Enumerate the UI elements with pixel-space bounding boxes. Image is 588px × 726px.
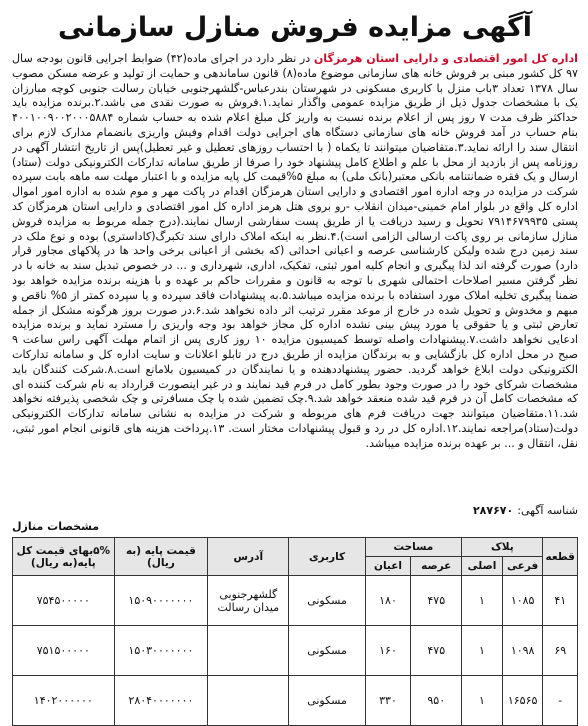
header-asli: اصلی xyxy=(462,557,503,576)
cell-asli: ۱ xyxy=(462,626,503,676)
header-base-price: قیمت پایه (به ریال) xyxy=(114,538,207,576)
notice-meta xyxy=(12,502,578,518)
cell-address xyxy=(208,626,289,676)
houses-table xyxy=(12,537,578,726)
notice-id-label: شناسه آگهی: xyxy=(517,503,578,517)
body-intro: در نظر دارد در اجرای ماده(۴۲) ضوابط اجرایی قانون بودجه سال ۹۷ کل کشور مبنی بر فروش خانه های سازمانی موضوع ماده(۸) قانون ساماندهی و حمایت از تولید و عرضه مسکن مصوب سال ۱۳۷۸ تعداد ۳باب منزل با کاربری مسکونی در شهرستان بندرعباس-گلشهرجنوبی خیابان رسالت جنوبی کوچه مبارزان یک با مشخصات جدول ذیل از طریق مزایده عمومی واگذار نماید. xyxy=(12,52,578,110)
cell-arse: ۹۵۰ xyxy=(411,676,462,726)
cell-deposit: ۷۵۱۵۰۰۰۰۰ xyxy=(13,626,115,676)
cell-deposit: ۱۴۰۲۰۰۰۰۰۰ xyxy=(13,676,115,726)
notice-id-number: ۲۸۷۶۷۰ xyxy=(472,503,514,517)
body-clause-9: ۹.چک تضمین شده یا چک مسافرتی و چک شخصی پذیرفته نخواهد شد. xyxy=(12,392,578,421)
body-clause-8: ۸.شرکت کنندگان باید مشخصات شرکای خود را در صورت وجود بطور کامل در فرم قید نمایند و در غیر اینصورت قرارداد به نام شرکت کننده ای که مشخصات کامل آن در فرم قید شده منعقد خواهد شد. xyxy=(12,362,578,406)
table-header-row xyxy=(13,538,578,557)
spec-title: مشخصات منازل xyxy=(12,520,100,533)
cell-farei: ۱۰۹۸ xyxy=(502,626,543,676)
issuer-name: اداره کل امور اقتصادی و دارایی استان هرمزگان xyxy=(313,52,578,65)
cell-base-price: ۲۸۰۴۰۰۰۰۰۰۰ xyxy=(114,676,207,726)
notice-title: آگهی مزایده فروش منازل سازمانی xyxy=(57,12,533,43)
body-clause-7: ۷.پیشنهادات واصله توسط کمیسیون مزایده ۱۰ روز کاری پس از اتمام مهلت آگهی راس ساعت ۹ صبح در محل اداره کل بازگشایی و به برندگان مزایده از طریق درج در تابلو اعلانات و سایت اداره کل و سامانه تدارکات الکترونیکی دولت ابلاغ خواهد گردید. حضور پیشنهاددهنده و یا نمایندگان در کمیسیون بلامانع است. xyxy=(12,333,578,376)
body-clause-5-6: ۵.به پیشنهادات فاقد سپرده و یا سپرده کمتر از ۵% ناقص و مبهم و مخدوش و تحویل شده در خارج از موعد مقرر ترتیب اثر داده نخواهد شد.۶.در صورت بروز هرگونه مشکل از جمله تعارض ثبتی و یا حقوقی یا مورد پیش بینی نشده اداره کل مجاز خواهد بود وجه واریزی را مسترد نماید و برنده مزایده ادعایی نخواهد داشت. xyxy=(12,288,578,347)
header-farei: فرعی xyxy=(502,557,543,576)
body-clause-1-2: ۱.فروش به صورت نقدی می باشد.۲.برنده مزایده باید حداکثر ظرف مدت ۷ روز پس از اعلام برنده نسبت به واریز کل مبلغ اعلام شده به حساب شماره ۴۰۰۱۰۰۹۰۰۲۰۰۰۵۸۸۴ بنام حساب در آمد فروش خانه های سازمانی دستگاه های اجرایی دولت اقدام وفیش واریزی بانضمام مدارک لازم برای انتقال سند را ارائه نماید. xyxy=(12,96,578,154)
cell-deposit: ۷۵۴۵۰۰۰۰۰ xyxy=(13,576,115,626)
cell-parcel: ۶۹ xyxy=(543,626,578,676)
table-row xyxy=(13,626,578,676)
header-masahat: مساحت xyxy=(365,538,462,557)
cell-ayan: ۳۳۰ xyxy=(365,676,411,726)
cell-arse: ۴۷۵ xyxy=(411,576,462,626)
cell-ayan: ۱۸۰ xyxy=(365,576,411,626)
cell-address xyxy=(208,676,289,726)
body-clause-4: ۴.نظر به اینکه املاک دارای سند تکبرگ(کاداستری) بوده و نوع ملک در سند زمین درج شده ولیکن کارشناسی عرصه و اعیانی احداثی (که بخشی از اعیانی برخی واحد ها در پلاکهای مجاور قرار دارد) صورت گرفته اند لذا پیگیری و انجام کلیه امور ثبتی، تفکیک، اداری، شهرداری و ... در خصوص تبدیل سند به خانه با در نظر گرفتن مسیر اصلاحات احتمالی شهری با توجه به قانون و مقررات حاکم بر عهده و با هزینه برنده مزایده خواهد بود ضمنا پیگیری تخلیه املاک مورد استفاده با برنده مزایده میباشد. xyxy=(12,229,578,302)
cell-parcel: ۴۱ xyxy=(543,576,578,626)
cell-karbari: مسکونی xyxy=(289,676,365,726)
table-row xyxy=(13,676,578,726)
body-clause-11: ۱۱.متقاضیان میتوانند جهت دریافت فرم های مربوطه و شرکت در مزایده به نشانی سامانه تدارکات الکترونیکی دولت(ستاد)مراجعه نمایند. xyxy=(12,407,578,435)
cell-asli: ۱ xyxy=(462,676,503,726)
cell-base-price: ۱۵۰۳۰۰۰۰۰۰۰ xyxy=(114,626,207,676)
notice-id xyxy=(473,504,578,517)
cell-farei: ۱۰۸۵ xyxy=(502,576,543,626)
cell-parcel: - xyxy=(543,676,578,726)
table-row xyxy=(13,576,578,626)
cell-farei: ۱۶۵۶۵ xyxy=(502,676,543,726)
header-deposit: ۵%بهای قیمت کل پایه(به ریال) xyxy=(13,538,115,576)
header-karbari: کاربری xyxy=(289,538,365,576)
cell-karbari: مسکونی xyxy=(289,626,365,676)
cell-karbari: مسکونی xyxy=(289,576,365,626)
header-ayan: اعیان xyxy=(365,557,411,576)
cell-arse: ۴۷۵ xyxy=(411,626,462,676)
notice-body xyxy=(12,52,578,500)
body-clause-3: ۳.متقاضیان میتوانند تا یکماه ( با احتساب روزهای تعطیل و غیر تعطیل)پس از تاریخ انتشار آگهی در روزنامه پس از بازدید از محل با علم و اطلاع کامل پیشنهاد خود را صرفا از طریق سامانه تدارکات الکترونیکی دولت (ستاد) ارسال و یک فقره ضمانتنامه بانکی معتبر(بانک ملی) به مبلغ ۵%قیمت کل پایه مزایده و با اعتبار مهلت سه ماهه بابت سپرده شرکت در مزایده در وجه اداره امور اقتصادی و دارایی استان هرمزگان اقدام در پاکت مهر و موم شده به اداره امور اموال اداره کل واقع در بلوار امام خمینی-میدان انقلاب -رو بروی هتل هرمز اداره کل امور اقتصادی و دارایی استان هرمزگان کد پستی ۷۹۱۴۶۷۹۹۳۵ تحویل و رسید دریافت یا از طریق پست سفارشی ارسال نمایند.(درج جمله مربوط به مزایده فروش منازل سازمانی بر روی پاکت ارسالی الزامی است). xyxy=(12,140,578,243)
header-plak: پلاک xyxy=(462,538,543,557)
header-arse: عرصه xyxy=(411,557,462,576)
cell-asli: ۱ xyxy=(462,576,503,626)
cell-address: گلشهرجنوبی میدان رسالت xyxy=(208,576,289,626)
body-clause-12-13: ۱۲.اداره کل در رد و قبول پیشنهادات مختار است. ۱۳.پرداخت هزینه های قانونی انجام امور ثبتی، نقل، انتقال و ... بر عهده برنده مزایده میباشد. xyxy=(12,421,578,450)
header-address: آدرس xyxy=(208,538,289,576)
header-parcel: قطعه xyxy=(543,538,578,576)
cell-ayan: ۱۶۰ xyxy=(365,626,411,676)
cell-base-price: ۱۵۰۹۰۰۰۰۰۰۰ xyxy=(114,576,207,626)
